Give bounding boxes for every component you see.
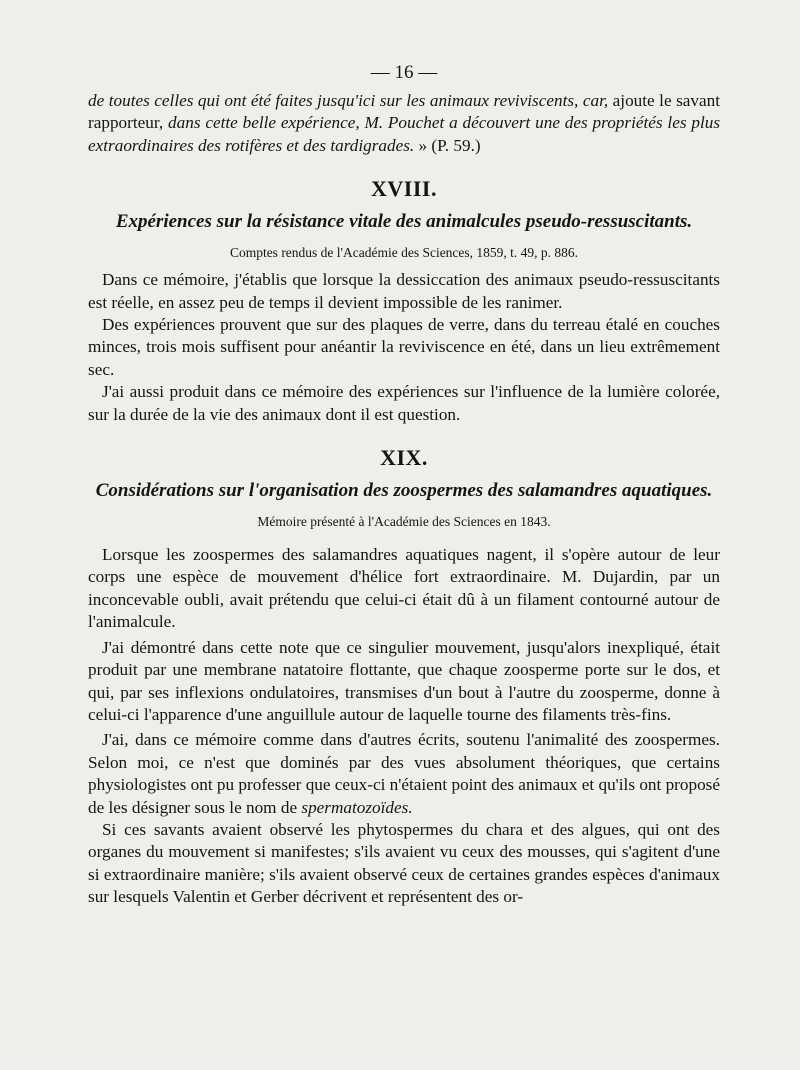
section-18-number: XVIII. <box>371 176 437 202</box>
section-18-paragraph-1: Dans ce mémoire, j'établis que lorsque la dessiccation des animaux pseudo-ressuscitants est réelle, en assez peu de temps il devient impossible de les ranimer. <box>88 270 720 312</box>
section-18-title: Expériences sur la résistance vitale des animalcules pseudo-ressuscitants. <box>115 211 693 233</box>
section-18-paragraph-2: Des expériences prouvent que sur des plaques de verre, dans du terreau étalé en couches minces, trois mois suffisent pour anéantir la reviviscence en été, dans un lieu extrêmement sec. <box>88 315 720 379</box>
intro-text-part-2: ajoute le savant rapporteur, <box>88 91 720 133</box>
page-number: — 16 — <box>370 62 438 83</box>
document-page <box>88 62 720 909</box>
section-19-paragraph-1: Lorsque les zoospermes des salamandres aquatiques nagent, il s'opère autour de leur corps une espèce de mouvement d'hélice fort extraordinaire. M. Dujardin, par un inconcevable oubli, avait prétendu que celui-ci était dû à un filament contourné autour de l'animalcule. <box>88 545 720 632</box>
intro-citation: » (P. 59.) <box>414 135 481 155</box>
section-19-paragraph-4: Si ces savants avaient observé les phytospermes du chara et des algues, qui ont des organes du mouvement si manifestes; s'ils avaient vu ceux des mousses, qui s'agitent d'une si extraordinaire manière; s'ils avaient observé ceux de certaines grandes espèces d'animaux sur lesquels Valentin et Gerber décrivent et représentent des or- <box>88 819 720 907</box>
section-19-number: XIX. <box>380 445 428 471</box>
section-18-source: Comptes rendus de l'Académie des Sciences, 1859, t. 49, p. 886. <box>229 245 579 261</box>
section-19-title: Considérations sur l'organisation des zoospermes des salamandres aquatiques. <box>95 480 713 502</box>
spermatozoides-term: spermatozoïdes. <box>301 797 413 817</box>
intro-paragraph <box>88 90 720 157</box>
section-18-paragraph-3: J'ai aussi produit dans ce mémoire des expériences sur l'influence de la lumière colorée, sur la durée de la vie des animaux dont il est question. <box>88 382 720 424</box>
section-19-paragraph-2: J'ai démontré dans cette note que ce singulier mouvement, jusqu'alors inexpliqué, était produit par une membrane natatoire flottante, que chaque zoosperme porte sur le dos, et qui, par ses inflexions ondulatoires, transmises d'un bout à l'autre du zoosperme, donne à celui-ci l'apparence d'une anguillule autour de laquelle tourne des filaments très-fins. <box>88 637 720 724</box>
intro-quote-part-3: dans cette belle expérience, M. Pouchet a découvert une des propriétés les plus extraordinaires des rotifères et des tardigrades. <box>88 113 721 155</box>
section-19-source: Mémoire présenté à l'Académie des Sciences en 1843. <box>257 514 551 530</box>
section-19-paragraph-3-text: J'ai, dans ce mémoire comme dans d'autres écrits, soutenu l'animalité des zoospermes. Selon moi, ce n'est que dominés par des vues absolument théoriques, que certains physiologistes ont pu professer que ceux-ci n'étaient point des animaux et qu'ils ont proposé de les désigner sous le nom de <box>88 730 720 817</box>
section-19-paragraph-3 <box>88 729 720 819</box>
intro-quote-part-1: de toutes celles qui ont été faites jusqu'ici sur les animaux reviviscents, car, <box>88 91 609 110</box>
